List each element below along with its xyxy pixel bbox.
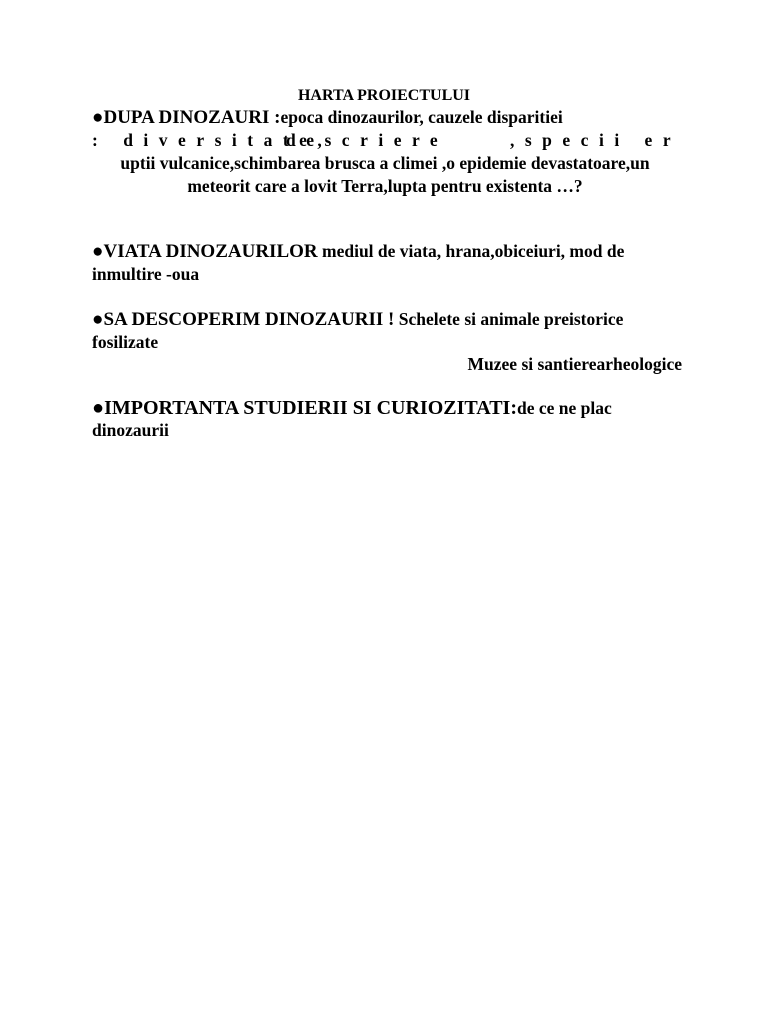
document-title: HARTA PROIECTULUI [297, 87, 471, 104]
bullet-icon: ● [92, 241, 104, 262]
bullet-icon: ● [92, 107, 104, 128]
section-text: mediul de viata, hrana,obiceiuri, mod de inmultire -oua [92, 241, 625, 284]
section-text: : diversitate, [92, 130, 333, 150]
section-heading: SA DESCOPERIM DINOZAURII ! [103, 309, 395, 330]
section-importanta [92, 397, 682, 441]
section-text: Schelete si animale preistorice fosilizate [92, 309, 624, 352]
section-text: descriere [286, 130, 449, 150]
section-text: ,specii er [510, 130, 682, 150]
section-text: epoca dinozaurilor, cauzele disparitiei [280, 107, 563, 127]
section-viata-dinozaurilor [92, 240, 682, 285]
section-heading: DUPA DINOZAURI : [103, 107, 281, 128]
section-text: de ce ne plac dinozaurii [92, 398, 612, 440]
section-text-right: Muzee si santierearheologice [467, 354, 682, 374]
section-heading: VIATA DINOZAURILOR [103, 241, 318, 262]
section-heading: IMPORTANTA STUDIERII SI CURIOZITATI: [104, 397, 517, 419]
section-sa-descoperim [92, 308, 682, 375]
bullet-icon: ● [92, 397, 105, 419]
section-dupa-dinozauri [92, 106, 682, 198]
bullet-icon: ● [92, 309, 104, 330]
section-text: uptii vulcanice,schimbarea brusca a climei ,o epidemie devastatoare,un meteorit care a lovit Terra,lupta pentru existenta …? [120, 153, 650, 196]
